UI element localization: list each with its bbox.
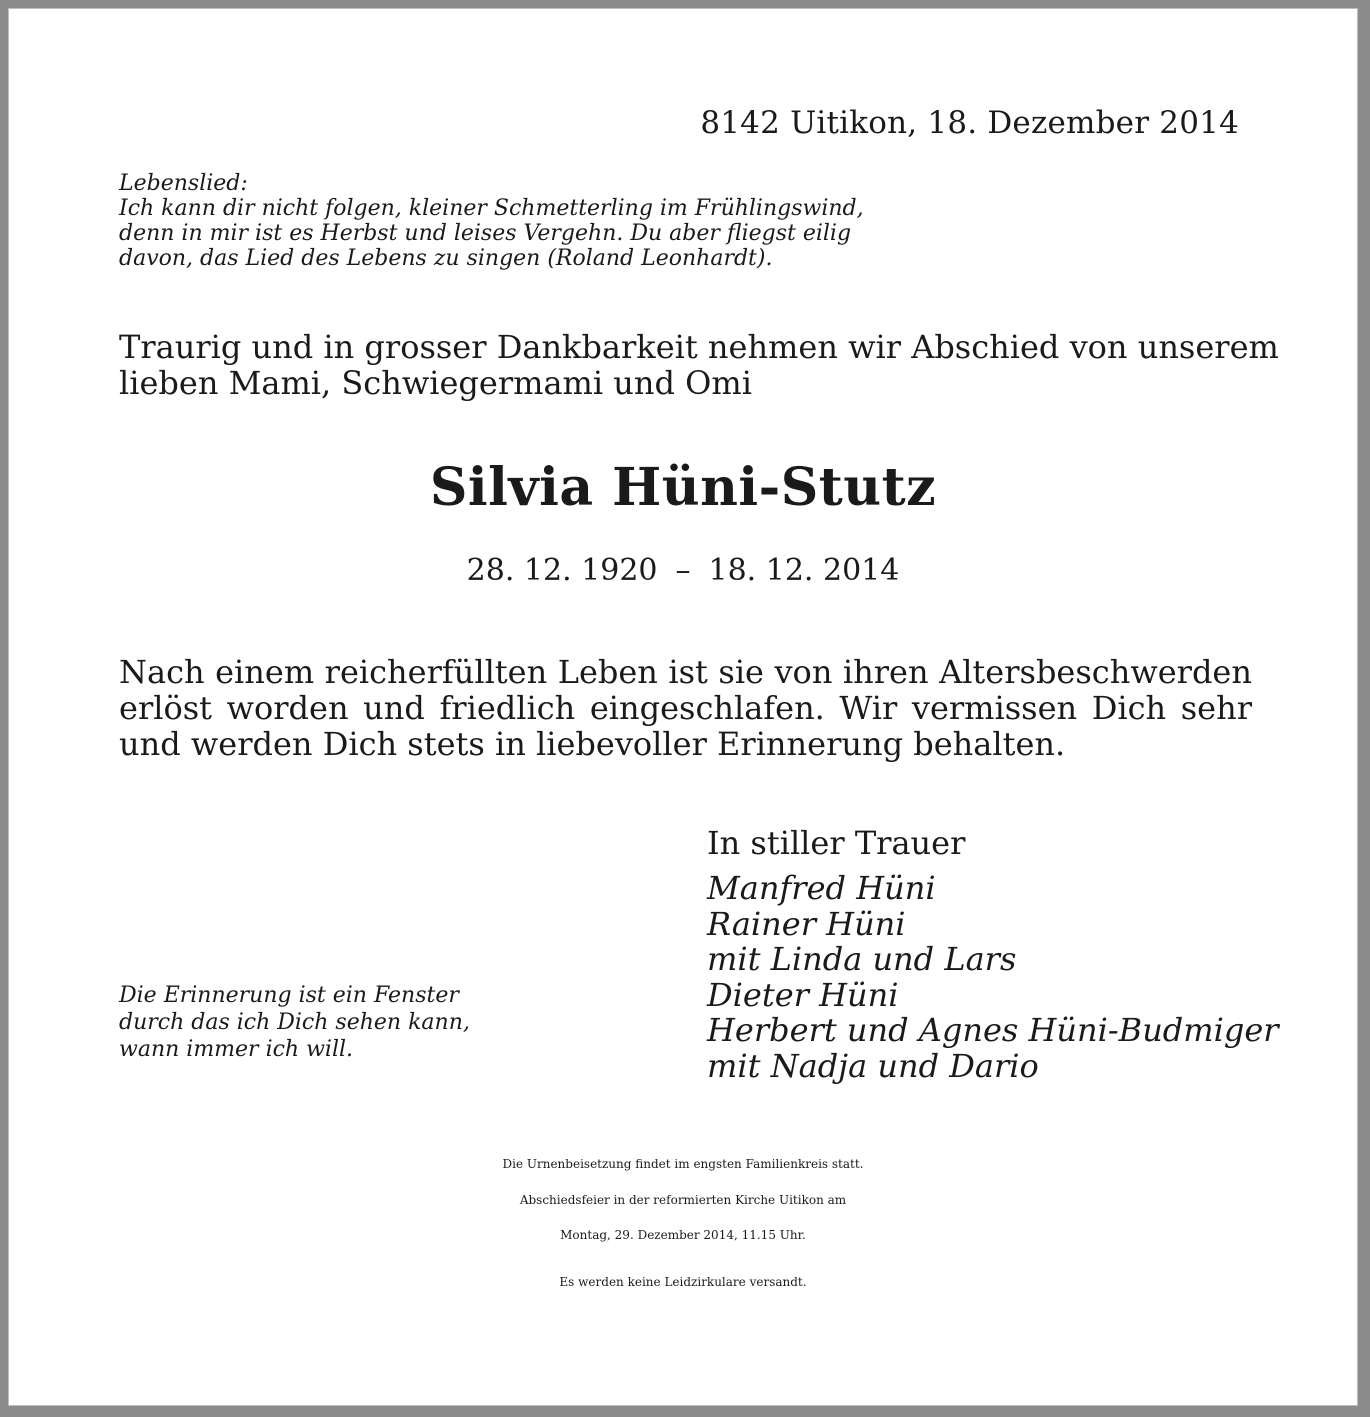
life-dates	[9, 553, 1357, 588]
body-text	[119, 654, 1252, 762]
obituary-page	[8, 8, 1358, 1406]
body-word: friedlich	[439, 689, 576, 727]
body-line: und werden Dich stets in liebevoller Erinnerung behalten.	[119, 725, 1066, 763]
birth-date: 28. 12. 1920	[466, 553, 658, 588]
body-word: Nach	[119, 653, 205, 691]
mourner-name: Dieter Hüni	[707, 975, 899, 1014]
intro-line: lieben Mami, Schwiegermami und Omi	[119, 364, 752, 402]
quote-line: Die Erinnerung ist ein Fenster	[119, 983, 459, 1008]
intro-text	[119, 329, 1279, 401]
body-word: ist	[668, 653, 708, 691]
poem-title: Lebenslied:	[119, 171, 248, 196]
body-word: reicherfüllten	[324, 653, 548, 691]
final-note: Es werden keine Leidzirkulare versandt.	[559, 1275, 807, 1289]
body-line	[119, 654, 1252, 690]
body-word: ihren	[842, 653, 929, 691]
body-word: Dich	[1091, 689, 1167, 727]
poem-line: Ich kann dir nicht folgen, kleiner Schmetterling im Frühlingswind,	[119, 196, 864, 221]
body-word: vermissen	[911, 689, 1078, 727]
death-date: 18. 12. 2014	[708, 553, 900, 588]
mourner-name: Herbert und Agnes Hüni-Budmiger	[707, 1011, 1279, 1049]
poem-block	[119, 171, 864, 271]
body-word: eingeschlafen.	[589, 689, 825, 727]
intro-line: Traurig und in grosser Dankbarkeit nehmen wir Abschied von unserem	[119, 328, 1279, 366]
poem-line: davon, das Lied des Lebens zu singen (Roland Leonhardt).	[119, 246, 773, 271]
dateline: 8142 Uitikon, 18. Dezember 2014	[700, 105, 1239, 141]
poem-line: denn in mir ist es Herbst und leises Vergehn. Du aber fliegst eilig	[119, 221, 852, 246]
body-word: worden	[226, 689, 349, 727]
mourners-list	[707, 871, 1279, 1084]
body-line	[119, 690, 1252, 726]
memory-quote	[119, 982, 470, 1063]
body-word: sie	[718, 653, 764, 691]
funeral-info	[9, 1147, 1357, 1254]
body-word: erlöst	[119, 689, 213, 727]
body-word: von	[774, 653, 833, 691]
body-word: Wir	[839, 689, 898, 727]
mourner-name: Manfred Hüni	[707, 869, 936, 907]
funeral-line: Montag, 29. Dezember 2014, 11.15 Uhr.	[560, 1228, 806, 1242]
body-word: und	[363, 689, 425, 727]
body-word: Altersbeschwerden	[939, 653, 1252, 691]
body-word: sehr	[1180, 689, 1252, 727]
body-word: einem	[215, 653, 315, 691]
mourning-label: In stiller Trauer	[707, 824, 966, 862]
mourner-name: mit Nadja und Dario	[707, 1046, 1039, 1085]
quote-line: durch das ich Dich sehen kann,	[119, 1010, 470, 1035]
date-separator: –	[675, 553, 691, 588]
mourner-name: Rainer Hüni	[707, 904, 906, 943]
mourner-name: mit Linda und Lars	[707, 940, 1017, 978]
deceased-name: Silvia Hüni-Stutz	[429, 457, 937, 518]
body-word: Leben	[557, 653, 658, 691]
funeral-line: Abschiedsfeier in der reformierten Kirche Uitikon am	[519, 1192, 847, 1207]
funeral-line: Die Urnenbeisetzung findet im engsten Familienkreis statt.	[502, 1157, 864, 1171]
quote-line: wann immer ich will.	[119, 1037, 354, 1062]
